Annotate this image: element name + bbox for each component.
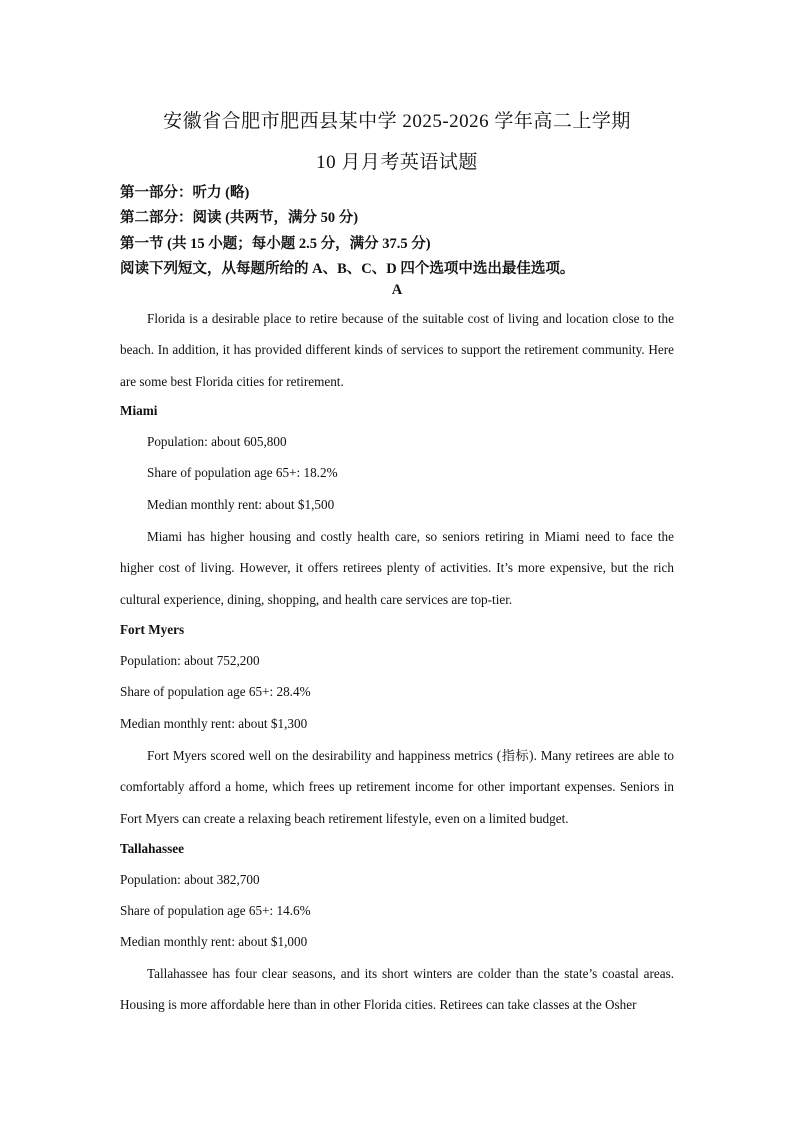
exam-title-line2: 10 月月考英语试题 bbox=[316, 152, 478, 173]
fort-myers-share65: Share of population age 65+: 28.4% bbox=[120, 684, 311, 699]
tallahassee-rent: Median monthly rent: about $1,000 bbox=[120, 934, 308, 949]
city-heading-miami: Miami bbox=[120, 403, 158, 418]
tallahassee-share65: Share of population age 65+: 14.6% bbox=[120, 903, 311, 918]
part2-heading: 第二部分：阅读 (共两节，满分 50 分) bbox=[120, 210, 359, 226]
miami-description: Miami has higher housing and costly health care, so seniors retiring in Miami need to face the higher cost of living. However, it offers retirees plenty of activities. It’s more expensive, but the rich cultural experience, dining, shopping, and health care services are top-tier. bbox=[120, 529, 674, 607]
tallahassee-description: Tallahassee has four clear seasons, and its short winters are colder than the state’s coastal areas. Housing is more affordable here than in other Florida cities. Retirees can take classes at the Osher bbox=[120, 966, 674, 1013]
fort-myers-rent: Median monthly rent: about $1,300 bbox=[120, 716, 308, 731]
miami-population: Population: about 605,800 bbox=[147, 434, 287, 449]
exam-title-line1: 安徽省合肥市肥西县某中学 2025-2026 学年高二上学期 bbox=[163, 111, 631, 132]
passage-label: A bbox=[391, 282, 403, 298]
intro-paragraph: Florida is a desirable place to retire because of the suitable cost of living and location close to the beach. In addition, it has provided different kinds of services to support the retirement community. Here are some best Florida cities for retirement. bbox=[120, 311, 674, 389]
city-heading-fort-myers: Fort Myers bbox=[120, 622, 185, 637]
instruction-text: 阅读下列短文，从每题所给的 A、B、C、D 四个选项中选出最佳选项。 bbox=[120, 261, 575, 277]
fort-myers-population: Population: about 752,200 bbox=[120, 653, 260, 668]
miami-rent: Median monthly rent: about $1,500 bbox=[147, 497, 335, 512]
city-heading-tallahassee: Tallahassee bbox=[120, 841, 184, 856]
fort-myers-description: Fort Myers scored well on the desirability and happiness metrics (指标). Many retirees are able to comfortably afford a home, which frees up retirement income for other important expenses. Seniors in Fort Myers can create a relaxing beach retirement lifestyle, even on a limited budget. bbox=[120, 748, 674, 826]
miami-share65: Share of population age 65+: 18.2% bbox=[147, 465, 338, 480]
tallahassee-population: Population: about 382,700 bbox=[120, 872, 260, 887]
section1-heading: 第一节 (共 15 小题；每小题 2.5 分，满分 37.5 分) bbox=[120, 236, 431, 252]
part1-heading: 第一部分：听力 (略) bbox=[120, 185, 250, 201]
